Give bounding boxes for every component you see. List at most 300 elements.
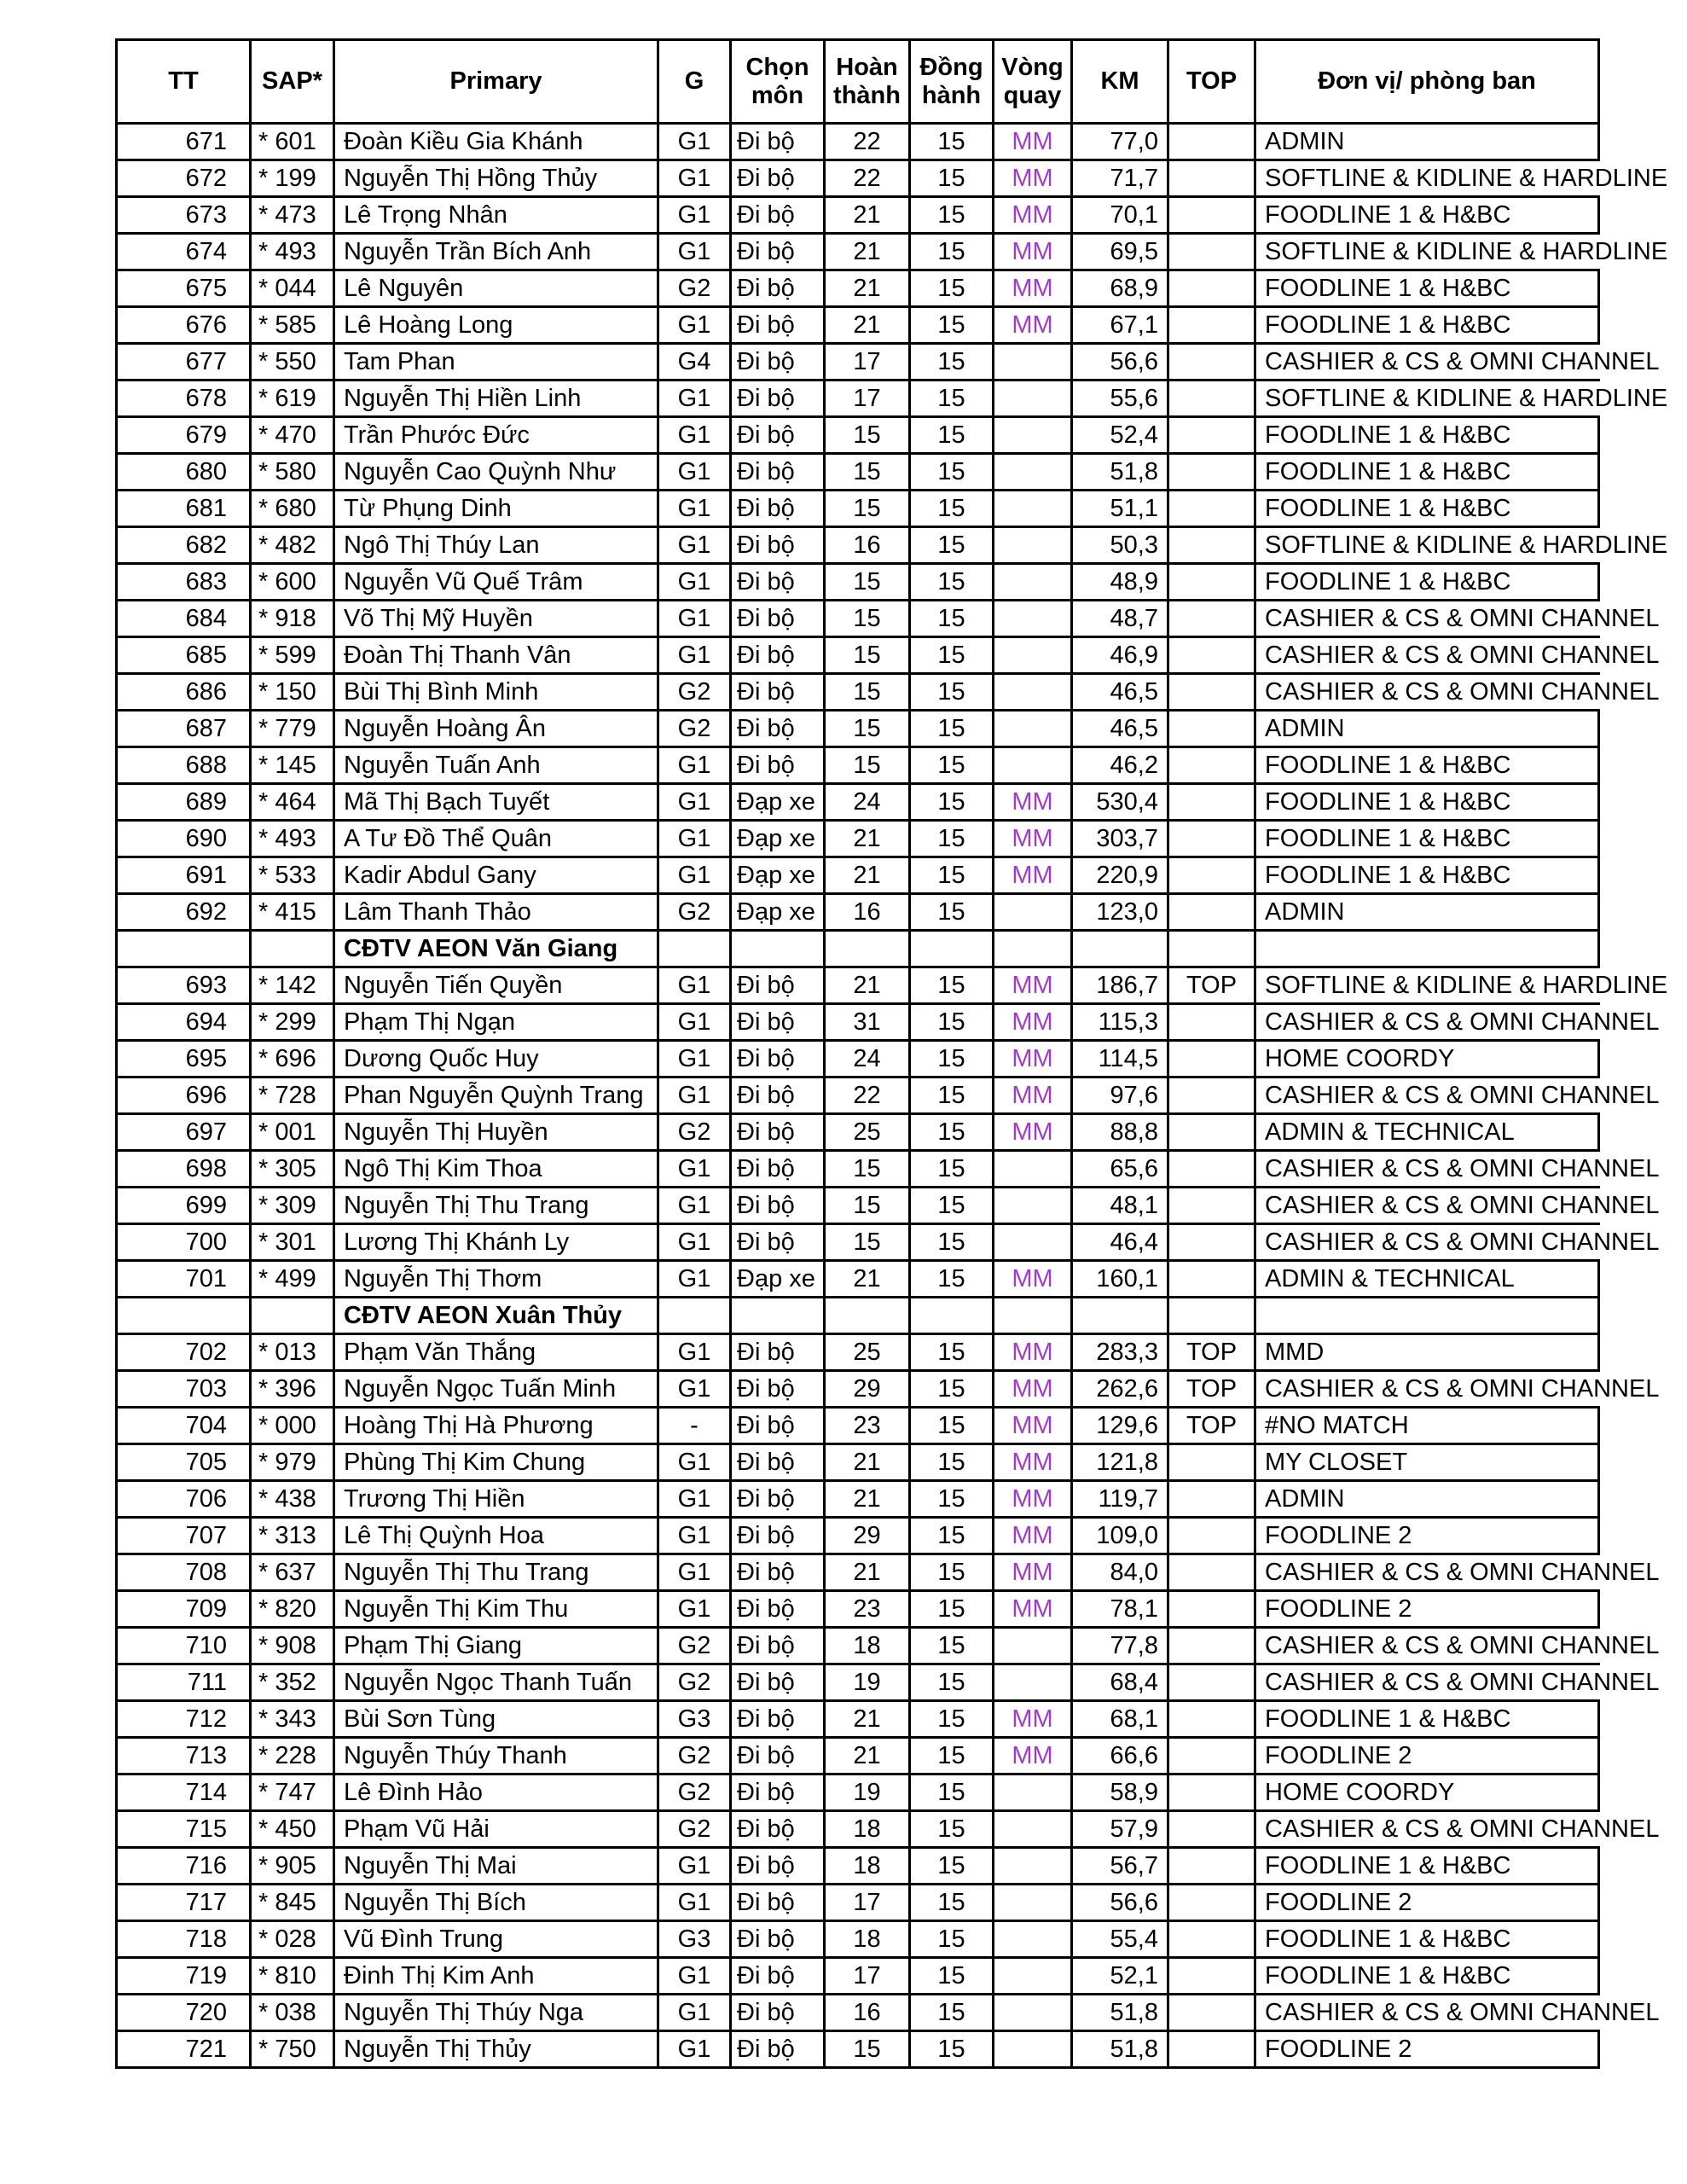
cell-chon-mon: Đi bộ	[732, 235, 826, 269]
cell-primary: Nguyễn Thị Thúy Nga	[335, 1995, 659, 2030]
cell-chon-mon: Đi bộ	[732, 491, 826, 526]
header-sap: SAP*	[252, 41, 335, 122]
cell-hoan-thanh: 15	[826, 418, 911, 452]
cell-tt: 698	[118, 1152, 252, 1186]
cell-sap: * 000	[252, 1409, 335, 1443]
header-primary: Primary	[335, 41, 659, 122]
cell-g: G2	[659, 1629, 732, 1663]
cell-chon-mon: Đi bộ	[732, 418, 826, 452]
cell-sap: * 585	[252, 308, 335, 342]
cell-tt: 705	[118, 1445, 252, 1479]
cell-g: G2	[659, 271, 732, 305]
cell-don-vi: CASHIER & CS & OMNI CHANNEL	[1265, 1192, 1660, 1219]
cell-km: 303,7	[1073, 822, 1169, 856]
cell-vong-quay	[994, 1665, 1073, 1699]
cell-km: 46,4	[1073, 1225, 1169, 1259]
cell-primary: Nguyễn Tuấn Anh	[335, 748, 659, 782]
table-row	[118, 1885, 1600, 1922]
cell-top	[1169, 271, 1256, 305]
cell-sap: * 001	[252, 1115, 335, 1149]
table-row	[118, 235, 1668, 271]
cell-hoan-thanh: 29	[826, 1519, 911, 1553]
cell-vong-quay: MM	[994, 271, 1073, 305]
cell-g: G1	[659, 565, 732, 599]
cell-km: 55,4	[1073, 1922, 1169, 1956]
cell-sap: * 680	[252, 491, 335, 526]
cell-sap: * 908	[252, 1629, 335, 1663]
cell-dong-hanh: 15	[911, 1042, 994, 1076]
cell-hoan-thanh: 16	[826, 1995, 911, 2030]
cell-sap: * 499	[252, 1262, 335, 1296]
header-vong-quay: Vòng quay	[994, 41, 1073, 122]
table-row	[118, 1445, 1600, 1482]
cell-chon-mon: Đi bộ	[732, 528, 826, 562]
cell-primary: Mã Thị Bạch Tuyết	[335, 785, 659, 819]
cell-tt: 684	[118, 601, 252, 636]
cell-chon-mon: Đi bộ	[732, 1995, 826, 2030]
table-row	[118, 1739, 1600, 1775]
cell-km: 56,7	[1073, 1849, 1169, 1883]
cell-g: G2	[659, 1665, 732, 1699]
cell-don-vi: FOODLINE 2	[1256, 1739, 1600, 1773]
cell-g: G1	[659, 1152, 732, 1186]
cell-don-vi: FOODLINE 1 & H&BC	[1256, 785, 1600, 819]
cell-km: 56,6	[1073, 1885, 1169, 1920]
cell-g: G1	[659, 785, 732, 819]
cell-don-vi: ADMIN	[1256, 1482, 1600, 1516]
cell-primary: Phạm Vũ Hải	[335, 1812, 659, 1846]
cell-chon-mon: Đi bộ	[732, 455, 826, 489]
cell-chon-mon: Đi bộ	[732, 198, 826, 232]
table-row	[118, 822, 1600, 858]
cell-don-vi: FOODLINE 1 & H&BC	[1256, 491, 1600, 526]
cell-don-vi: CASHIER & CS & OMNI CHANNEL	[1265, 678, 1660, 706]
cell-chon-mon: Đi bộ	[732, 1409, 826, 1443]
cell-g: G3	[659, 1922, 732, 1956]
cell-tt: 715	[118, 1812, 252, 1846]
cell-hoan-thanh: 22	[826, 125, 911, 159]
cell-top	[1169, 1592, 1256, 1626]
cell-chon-mon: Đạp xe	[732, 858, 826, 892]
cell-g: G4	[659, 345, 732, 379]
cell-don-vi: CASHIER & CS & OMNI CHANNEL	[1265, 1559, 1660, 1586]
cell-don-vi: HOME COORDY	[1256, 1775, 1600, 1809]
cell-km: 77,8	[1073, 1629, 1169, 1663]
cell-primary: Nguyễn Thị Thu Trang	[335, 1555, 659, 1589]
cell-km: 48,7	[1073, 601, 1169, 636]
cell-tt: 682	[118, 528, 252, 562]
cell-g: G1	[659, 455, 732, 489]
cell-don-vi: FOODLINE 1 & H&BC	[1256, 418, 1600, 452]
header-chon-mon: Chọn môn	[732, 41, 826, 122]
cell-km: 68,1	[1073, 1702, 1169, 1736]
cell-dong-hanh: 15	[911, 1519, 994, 1553]
cell-g: G1	[659, 161, 732, 195]
cell-g: G1	[659, 1042, 732, 1076]
table-row	[118, 528, 1668, 565]
cell-top	[1169, 125, 1256, 159]
cell-top	[1169, 198, 1256, 232]
cell-primary: Đoàn Kiều Gia Khánh	[335, 125, 659, 159]
cell-primary: Nguyễn Hoàng Ân	[335, 712, 659, 746]
cell-dong-hanh: 15	[911, 1262, 994, 1296]
cell-g: G3	[659, 1702, 732, 1736]
cell-primary: Đoàn Thị Thanh Vân	[335, 638, 659, 672]
cell-vong-quay	[994, 1775, 1073, 1809]
cell-hoan-thanh: 25	[826, 1115, 911, 1149]
cell-km: 46,5	[1073, 712, 1169, 746]
cell-km: 123,0	[1073, 895, 1169, 929]
cell-hoan-thanh: 15	[826, 601, 911, 636]
cell-km: 283,3	[1073, 1335, 1169, 1369]
cell-tt: 686	[118, 675, 252, 709]
table-row	[118, 2032, 1600, 2069]
cell-dong-hanh: 15	[911, 1775, 994, 1809]
cell-don-vi: FOODLINE 1 & H&BC	[1256, 198, 1600, 232]
cell-vong-quay	[994, 638, 1073, 672]
cell-chon-mon: Đi bộ	[732, 1959, 826, 1993]
cell-km: 65,6	[1073, 1152, 1169, 1186]
cell-chon-mon: Đi bộ	[732, 125, 826, 159]
cell-chon-mon: Đi bộ	[732, 712, 826, 746]
table-row	[118, 161, 1668, 198]
cell-don-vi: CASHIER & CS & OMNI CHANNEL	[1265, 1632, 1660, 1659]
cell-dong-hanh: 15	[911, 822, 994, 856]
cell-sap: * 820	[252, 1592, 335, 1626]
cell-don-vi: ADMIN & TECHNICAL	[1256, 1262, 1600, 1296]
cell-dong-hanh: 15	[911, 1555, 994, 1589]
cell-g: G1	[659, 1995, 732, 2030]
cell-km: 46,5	[1073, 675, 1169, 709]
cell-tt: 681	[118, 491, 252, 526]
cell-chon-mon: Đi bộ	[732, 1078, 826, 1112]
table-row	[118, 1959, 1600, 1995]
cell-vong-quay: MM	[994, 1372, 1073, 1406]
cell-km: 109,0	[1073, 1519, 1169, 1553]
cell-top	[1169, 235, 1256, 269]
cell-chon-mon: Đi bộ	[732, 1372, 826, 1406]
cell-tt: 692	[118, 895, 252, 929]
cell-chon-mon: Đi bộ	[732, 1739, 826, 1773]
cell-vong-quay	[994, 1152, 1073, 1186]
table-row	[118, 455, 1600, 491]
cell-hoan-thanh: 18	[826, 1922, 911, 1956]
cell-hoan-thanh: 15	[826, 712, 911, 746]
cell-don-vi: FOODLINE 1 & H&BC	[1256, 455, 1600, 489]
cell-km: 46,9	[1073, 638, 1169, 672]
cell-top	[1169, 932, 1256, 966]
cell-km: 69,5	[1073, 235, 1169, 269]
cell-dong-hanh: 15	[911, 1005, 994, 1039]
cell-vong-quay	[994, 1225, 1073, 1259]
cell-g: G1	[659, 1959, 732, 1993]
cell-top	[1169, 1885, 1256, 1920]
cell-primary: Nguyễn Cao Quỳnh Như	[335, 455, 659, 489]
cell-g: G1	[659, 418, 732, 452]
cell-don-vi: FOODLINE 2	[1256, 1592, 1600, 1626]
cell-hoan-thanh: 21	[826, 1702, 911, 1736]
cell-top	[1169, 1225, 1256, 1259]
cell-vong-quay	[994, 418, 1073, 452]
cell-don-vi: FOODLINE 2	[1256, 1885, 1600, 1920]
cell-primary: Nguyễn Thị Hiền Linh	[335, 381, 659, 415]
cell-g	[659, 932, 732, 966]
cell-chon-mon: Đi bộ	[732, 308, 826, 342]
cell-primary: Tam Phan	[335, 345, 659, 379]
cell-km: 55,6	[1073, 381, 1169, 415]
cell-dong-hanh: 15	[911, 1702, 994, 1736]
cell-g: G1	[659, 1482, 732, 1516]
cell-vong-quay	[994, 565, 1073, 599]
cell-chon-mon: Đi bộ	[732, 1445, 826, 1479]
cell-hoan-thanh: 19	[826, 1665, 911, 1699]
cell-tt: 710	[118, 1629, 252, 1663]
cell-primary: Phạm Thị Ngạn	[335, 1005, 659, 1039]
table-row	[118, 1629, 1660, 1665]
cell-dong-hanh: 15	[911, 1629, 994, 1663]
cell-vong-quay	[994, 1885, 1073, 1920]
cell-don-vi: HOME COORDY	[1256, 1042, 1600, 1076]
cell-chon-mon: Đi bộ	[732, 1519, 826, 1553]
cell-chon-mon: Đi bộ	[732, 1482, 826, 1516]
cell-tt: 674	[118, 235, 252, 269]
cell-vong-quay: MM	[994, 1078, 1073, 1112]
cell-chon-mon: Đi bộ	[732, 601, 826, 636]
cell-hoan-thanh: 23	[826, 1409, 911, 1443]
cell-don-vi: SOFTLINE & KIDLINE & HARDLINE	[1265, 238, 1668, 265]
cell-hoan-thanh: 24	[826, 785, 911, 819]
cell-vong-quay: MM	[994, 1482, 1073, 1516]
cell-tt: 677	[118, 345, 252, 379]
cell-hoan-thanh: 17	[826, 1885, 911, 1920]
cell-vong-quay: MM	[994, 968, 1073, 1002]
cell-sap: * 470	[252, 418, 335, 452]
cell-primary: Lê Trọng Nhân	[335, 198, 659, 232]
cell-don-vi: MMD	[1256, 1335, 1600, 1369]
cell-top	[1169, 1078, 1256, 1112]
cell-dong-hanh: 15	[911, 1849, 994, 1883]
cell-top	[1169, 1005, 1256, 1039]
cell-don-vi: CASHIER & CS & OMNI CHANNEL	[1265, 1375, 1660, 1403]
cell-hoan-thanh: 15	[826, 2032, 911, 2066]
cell-top	[1169, 1812, 1256, 1846]
cell-dong-hanh: 15	[911, 1115, 994, 1149]
cell-hoan-thanh: 21	[826, 308, 911, 342]
cell-vong-quay	[994, 675, 1073, 709]
cell-g: G1	[659, 1225, 732, 1259]
cell-chon-mon: Đi bộ	[732, 381, 826, 415]
cell-don-vi: MY CLOSET	[1256, 1445, 1600, 1479]
cell-top	[1169, 455, 1256, 489]
cell-dong-hanh: 15	[911, 1959, 994, 1993]
cell-tt: 703	[118, 1372, 252, 1406]
cell-top	[1169, 2032, 1256, 2066]
table-row	[118, 1482, 1600, 1519]
cell-top	[1169, 308, 1256, 342]
cell-g: G1	[659, 1005, 732, 1039]
cell-hoan-thanh: 15	[826, 748, 911, 782]
cell-km: 68,4	[1073, 1665, 1169, 1699]
cell-vong-quay: MM	[994, 1262, 1073, 1296]
cell-sap: * 750	[252, 2032, 335, 2066]
cell-km	[1073, 1298, 1169, 1333]
cell-don-vi: SOFTLINE & KIDLINE & HARDLINE	[1265, 385, 1668, 412]
cell-top: TOP	[1169, 1372, 1256, 1406]
cell-g: G2	[659, 1739, 732, 1773]
table-row	[118, 1702, 1600, 1739]
cell-dong-hanh: 15	[911, 125, 994, 159]
table-row	[118, 308, 1600, 345]
cell-sap: * 038	[252, 1995, 335, 2030]
cell-chon-mon: Đi bộ	[732, 161, 826, 195]
cell-dong-hanh: 15	[911, 1739, 994, 1773]
cell-hoan-thanh: 17	[826, 345, 911, 379]
cell-sap: * 438	[252, 1482, 335, 1516]
cell-chon-mon: Đi bộ	[732, 1812, 826, 1846]
cell-hoan-thanh: 21	[826, 235, 911, 269]
cell-chon-mon: Đi bộ	[732, 1188, 826, 1223]
cell-tt: 704	[118, 1409, 252, 1443]
cell-chon-mon: Đi bộ	[732, 1922, 826, 1956]
table-row	[118, 1812, 1660, 1849]
cell-chon-mon: Đi bộ	[732, 1885, 826, 1920]
table-row	[118, 565, 1600, 601]
cell-tt: 676	[118, 308, 252, 342]
cell-tt: 713	[118, 1739, 252, 1773]
cell-km: 77,0	[1073, 125, 1169, 159]
cell-vong-quay: MM	[994, 161, 1073, 195]
cell-primary: Nguyễn Ngọc Tuấn Minh	[335, 1372, 659, 1406]
cell-sap: * 493	[252, 235, 335, 269]
header-hoan-thanh: Hoàn thành	[826, 41, 911, 122]
cell-g	[659, 1298, 732, 1333]
cell-tt	[118, 1298, 252, 1333]
table-row	[118, 1592, 1600, 1629]
cell-chon-mon: Đi bộ	[732, 1702, 826, 1736]
cell-g: G1	[659, 1519, 732, 1553]
cell-tt: 672	[118, 161, 252, 195]
cell-primary: Nguyễn Trần Bích Anh	[335, 235, 659, 269]
cell-sap: * 013	[252, 1335, 335, 1369]
section-row	[118, 1298, 1600, 1335]
cell-tt: 689	[118, 785, 252, 819]
cell-primary: Lâm Thanh Thảo	[335, 895, 659, 929]
cell-top	[1169, 1555, 1256, 1589]
cell-dong-hanh: 15	[911, 968, 994, 1002]
cell-km: 52,1	[1073, 1959, 1169, 1993]
cell-chon-mon: Đi bộ	[732, 1042, 826, 1076]
cell-g: G1	[659, 601, 732, 636]
cell-chon-mon: Đi bộ	[732, 638, 826, 672]
cell-dong-hanh: 15	[911, 858, 994, 892]
cell-top	[1169, 1298, 1256, 1333]
cell-don-vi	[1256, 932, 1600, 966]
cell-g: G1	[659, 1188, 732, 1223]
cell-top	[1169, 1629, 1256, 1663]
cell-chon-mon: Đạp xe	[732, 895, 826, 929]
cell-sap: * 343	[252, 1702, 335, 1736]
cell-km: 70,1	[1073, 198, 1169, 232]
cell-top	[1169, 345, 1256, 379]
cell-tt: 671	[118, 125, 252, 159]
cell-don-vi: CASHIER & CS & OMNI CHANNEL	[1265, 1669, 1660, 1696]
cell-tt: 688	[118, 748, 252, 782]
cell-don-vi: CASHIER & CS & OMNI CHANNEL	[1265, 1815, 1660, 1843]
cell-vong-quay	[994, 491, 1073, 526]
cell-dong-hanh: 15	[911, 1152, 994, 1186]
cell-chon-mon: Đạp xe	[732, 1262, 826, 1296]
cell-km: 68,9	[1073, 271, 1169, 305]
cell-primary: Phạm Thị Giang	[335, 1629, 659, 1663]
cell-tt: 690	[118, 822, 252, 856]
cell-chon-mon	[732, 932, 826, 966]
cell-primary: Nguyễn Thị Mai	[335, 1849, 659, 1883]
cell-vong-quay	[994, 1812, 1073, 1846]
cell-top	[1169, 491, 1256, 526]
cell-hoan-thanh: 24	[826, 1042, 911, 1076]
cell-vong-quay	[994, 455, 1073, 489]
cell-g: -	[659, 1409, 732, 1443]
cell-dong-hanh: 15	[911, 1812, 994, 1846]
cell-km: 57,9	[1073, 1812, 1169, 1846]
cell-hoan-thanh: 21	[826, 968, 911, 1002]
cell-don-vi: #NO MATCH	[1256, 1409, 1600, 1443]
cell-dong-hanh: 15	[911, 455, 994, 489]
cell-sap: * 580	[252, 455, 335, 489]
cell-primary: Nguyễn Vũ Quế Trâm	[335, 565, 659, 599]
cell-hoan-thanh: 23	[826, 1592, 911, 1626]
cell-tt	[118, 932, 252, 966]
cell-sap	[252, 1298, 335, 1333]
cell-sap: * 299	[252, 1005, 335, 1039]
cell-tt: 694	[118, 1005, 252, 1039]
cell-top	[1169, 858, 1256, 892]
cell-chon-mon: Đi bộ	[732, 1555, 826, 1589]
cell-dong-hanh: 15	[911, 528, 994, 562]
cell-don-vi: FOODLINE 1 & H&BC	[1256, 1849, 1600, 1883]
cell-sap: * 779	[252, 712, 335, 746]
cell-don-vi	[1256, 1298, 1600, 1333]
table-row	[118, 785, 1600, 822]
cell-vong-quay	[994, 1959, 1073, 1993]
cell-dong-hanh: 15	[911, 748, 994, 782]
cell-dong-hanh: 15	[911, 638, 994, 672]
cell-vong-quay	[994, 1995, 1073, 2030]
cell-vong-quay: MM	[994, 235, 1073, 269]
cell-dong-hanh	[911, 1298, 994, 1333]
cell-g: G1	[659, 968, 732, 1002]
cell-km: 48,1	[1073, 1188, 1169, 1223]
cell-vong-quay	[994, 528, 1073, 562]
cell-chon-mon: Đi bộ	[732, 1775, 826, 1809]
cell-vong-quay: MM	[994, 198, 1073, 232]
cell-don-vi: SOFTLINE & KIDLINE & HARDLINE	[1265, 972, 1668, 999]
cell-tt: 696	[118, 1078, 252, 1112]
table-row	[118, 858, 1600, 895]
cell-top	[1169, 1665, 1256, 1699]
cell-tt: 680	[118, 455, 252, 489]
cell-g: G1	[659, 1335, 732, 1369]
cell-tt: 719	[118, 1959, 252, 1993]
cell-sap: * 415	[252, 895, 335, 929]
table-row	[118, 1775, 1600, 1812]
cell-top	[1169, 1042, 1256, 1076]
cell-sap: * 305	[252, 1152, 335, 1186]
cell-vong-quay: MM	[994, 1519, 1073, 1553]
cell-km: 530,4	[1073, 785, 1169, 819]
cell-primary: Lê Thị Quỳnh Hoa	[335, 1519, 659, 1553]
cell-top: TOP	[1169, 1409, 1256, 1443]
